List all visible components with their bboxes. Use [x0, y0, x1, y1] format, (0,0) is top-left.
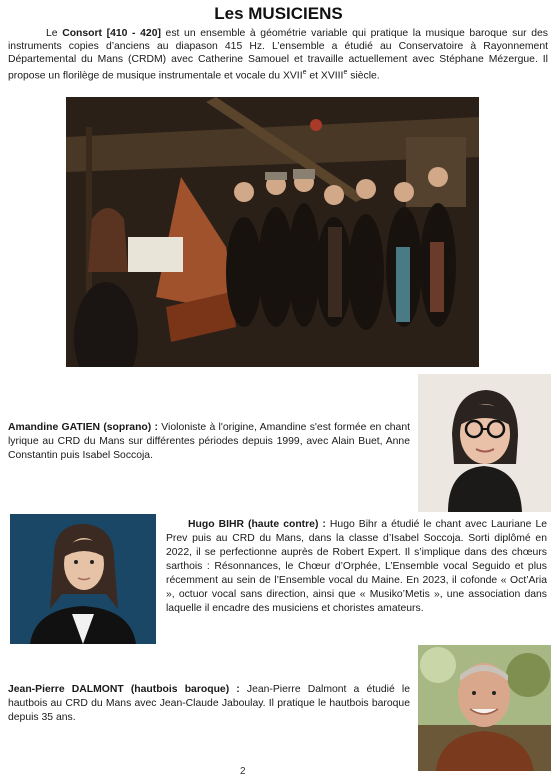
intro-mid: et XVIII: [306, 70, 344, 82]
intro-paragraph: [8, 27, 548, 82]
amandine-portrait-illustration: [418, 374, 551, 512]
hugo-bihr-photo: [10, 514, 156, 644]
amandine-name: Amandine GATIEN (soprano) :: [8, 422, 158, 433]
amandine-bio: [8, 421, 410, 463]
jean-pierre-dalmont-photo: [418, 645, 551, 771]
ensemble-group-photo: [66, 97, 479, 367]
jean-pierre-bio-text: Jean-Pierre Dalmont a étudié le hautbois au CRD du Mans avec Jean-Claude Jaboulay. Il pratique le hautbois baroque depuis 35 ans.: [8, 684, 410, 723]
ensemble-group-illustration: [66, 97, 479, 367]
intro-text: est un ensemble à géométrie variable qui pratique la musique baroque sur des instruments copies d’anciens au diapason 415 Hz. L’ensemble a étudié au Conservatoire à Rayonnement Départemental du Mans (CRDM) avec Catherine Samouel et travaille actuellement avec Stéphane Mézergue. Il propose un florilège de musique instrumentale et vocale du XVII: [8, 28, 548, 82]
hugo-bio: [166, 518, 547, 616]
intro-end: siècle.: [347, 70, 380, 82]
ensemble-name: Consort [410 - 420]: [62, 28, 161, 39]
amandine-bio-text: Violoniste à l'origine, Amandine s'est formée en chant lyrique au CRD du Mans sur différentes périodes depuis 1999, avec Alain Buet, Anne Constantin puis Isabel Soccoja.: [8, 422, 410, 461]
amandine-gatien-photo: [418, 374, 551, 512]
hugo-bio-text: Hugo Bihr a étudié le chant avec Lauriane Le Prev puis au CRD du Mans, dans la classe d’Isabel Soccoja. Sorti diplômé en 2022, il se perfectionne auprès de Robert Expert. Il s’implique dans des chœurs sarthois : Résonnances, le Chœur d’Orphée, L’Ensemble vocal Seguido et plus récemment au sein de l’Ensemble vocal du Maine. En 2023, il cofonde « Oct’Aria », octuor vocal sans direction, ainsi que « Musiko’Metis », une association dans laquelle il encadre des musiciens et choristes amateurs.: [166, 519, 548, 614]
sup-17th: e: [302, 69, 307, 76]
hugo-name: Hugo BIHR (haute contre) :: [188, 519, 326, 530]
page-title: Les MUSICIENS: [214, 4, 343, 23]
intro-pre: Le: [46, 28, 63, 39]
sup-18th: e: [343, 69, 348, 76]
hugo-portrait-illustration: [10, 514, 156, 644]
jean-pierre-name: Jean-Pierre DALMONT (hautbois baroque) :: [8, 684, 240, 695]
page-number: 2: [240, 766, 246, 777]
jean-pierre-portrait-illustration: [418, 645, 551, 771]
jean-pierre-bio: [8, 683, 410, 725]
